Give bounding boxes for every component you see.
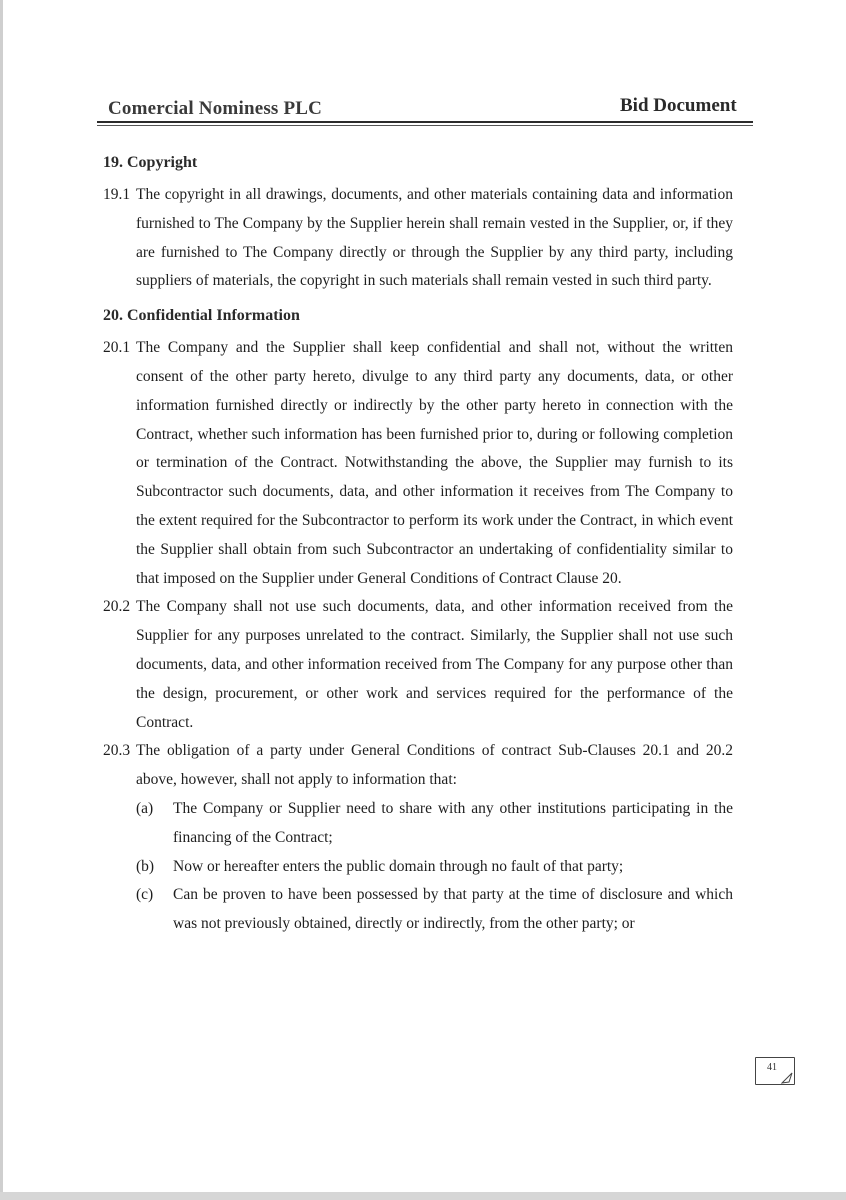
clause-number: 20.1 (103, 339, 131, 357)
subitem-text: Can be proven to have been possessed by that party at the time of disclosure and which was not previously obtained, directly or indirectly, from the other party; or (173, 886, 733, 933)
clause-20-3 (103, 737, 733, 795)
scan-left-edge (0, 0, 3, 1200)
clause-text: The obligation of a party under General Conditions of contract Sub-Clauses 20.1 and 20.2 above, however, shall not apply to information that: (136, 742, 733, 789)
subitem-c (103, 881, 733, 939)
section-copyright (103, 153, 733, 296)
subitem-text: The Company or Supplier need to share with any other institutions participating in the financing of the Contract; (173, 799, 733, 846)
clause-text: The copyright in all drawings, documents, and other materials containing data and information furnished to The Company by the Supplier herein shall remain vested in the Supplier, or, if they are furnished to The Company directly or through the Supplier by any third party, including suppliers of materials, the copyright in such materials shall remain vested in such third party. (136, 186, 733, 290)
subitem-text: Now or hereafter enters the public domain through no fault of that party; (173, 857, 624, 875)
page-curl-icon (781, 1070, 793, 1084)
clause-text: The Company and the Supplier shall keep confidential and shall not, without the written consent of the other party hereto, divulge to any third party any documents, data, or other information furnished directly or indirectly by the other party hereto in connection with the Contract, whether such information has been furnished prior to, during or following completion or termination of the Contract. Notwithstanding the above, the Supplier may furnish to its Subcontractor such documents, data, and other information it receives from The Company to the extent required for the Subcontractor to perform its work under the Contract, in which event the Supplier shall obtain from such Subcontractor an undertaking of confidentiality similar to that imposed on the Supplier under General Conditions of Contract Clause 20. (136, 339, 733, 587)
section-confidential-information (103, 306, 733, 939)
header-company-name: Comercial Nominess PLC (108, 98, 323, 119)
clause-text: The Company shall not use such documents, data, and other information received from the Supplier for any purposes unrelated to the contract. Similarly, the Supplier shall not use such documents, data, and other information received from The Company for any purpose other than the design, procurement, or other work and services required for the performance of the Contract. (136, 598, 733, 731)
clause-19-1 (103, 181, 733, 296)
clause-number: 19.1 (103, 186, 131, 203)
clause-20-1 (103, 334, 733, 593)
section-heading: 19. Copyright (103, 154, 198, 171)
subitem-a (103, 795, 733, 853)
header-rule-thin (97, 125, 753, 126)
page-number: 41 (767, 1062, 777, 1073)
subitem-mark: (c) (136, 886, 154, 904)
scan-bottom-edge (0, 1192, 846, 1200)
clause-number: 20.3 (103, 742, 131, 760)
clause-20-2 (103, 593, 733, 737)
section-heading: 20. Confidential Information (103, 307, 300, 325)
header-document-type: Bid Document (620, 95, 737, 116)
clause-number: 20.2 (103, 598, 131, 616)
subitem-b (103, 853, 733, 882)
subitem-mark: (a) (136, 799, 154, 817)
header-rule (97, 121, 753, 123)
subitem-mark: (b) (136, 857, 155, 875)
document-body (103, 153, 733, 939)
